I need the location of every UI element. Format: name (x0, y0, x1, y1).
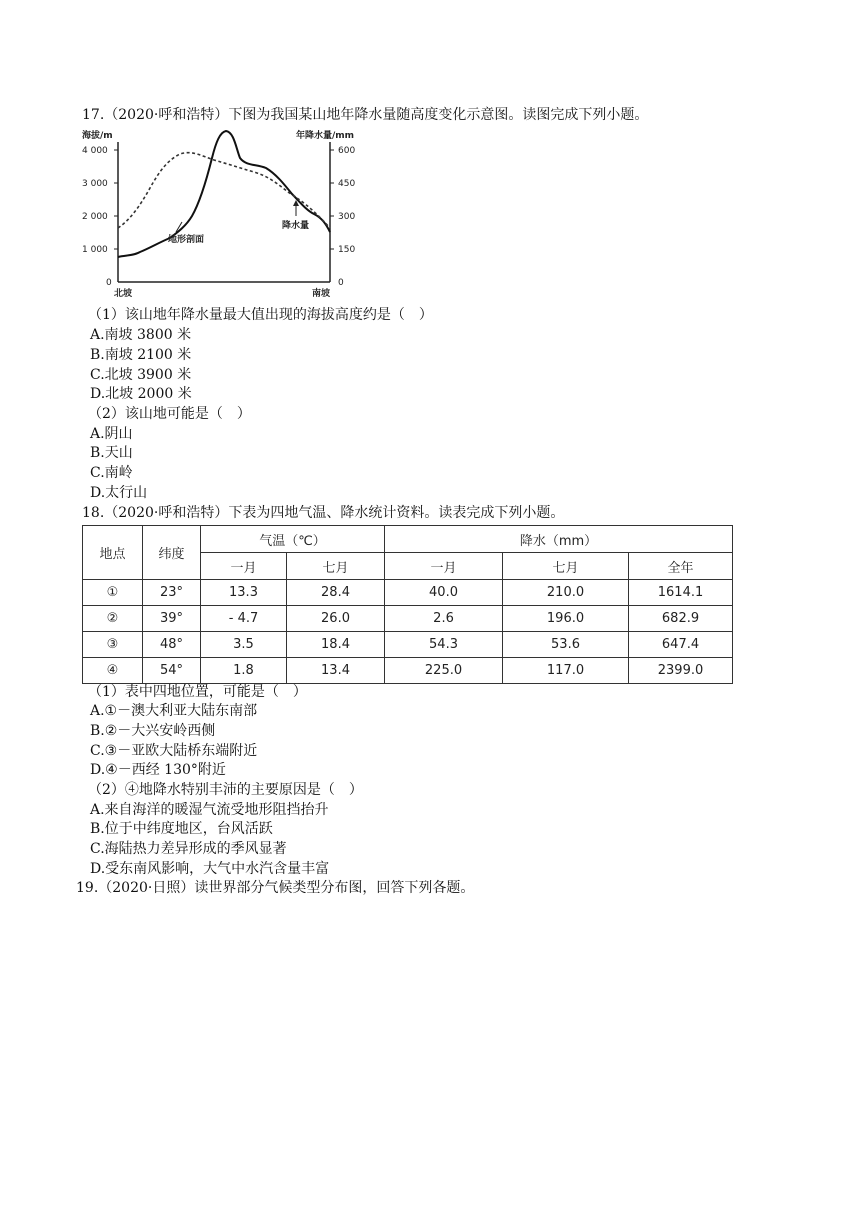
q17-sub2-option-b[interactable]: B.天山 (90, 445, 133, 461)
q18-sub2-option-c[interactable]: C.海陆热力差异形成的季风显著 (90, 841, 287, 857)
q18-sub2-option-b[interactable]: B.位于中纬度地区，台风活跃 (90, 821, 273, 837)
q18-sub2-option-d[interactable]: D.受东南风影响，大气中水汽含量丰富 (90, 861, 330, 877)
q18-sub1-stem: （1）表中四地位置，可能是（ ） (88, 684, 307, 700)
cell-temp-jul: 28.4 (287, 580, 385, 606)
q18-sub1-option-d[interactable]: D.④－西经 130°附近 (90, 762, 226, 778)
q18-sub2-stem: （2）④地降水特别丰沛的主要原因是（ ） (88, 782, 363, 798)
cell-precip-jan: 54.3 (385, 632, 503, 658)
q18-sub2-option-a[interactable]: A.来自海洋的暖湿气流受地形阻挡抬升 (90, 802, 329, 818)
climate-data-table (82, 525, 733, 684)
north-slope-label: 北坡 (114, 289, 133, 299)
right-tick: 600 (338, 146, 356, 156)
header-place: 地点 (83, 526, 143, 580)
header-latitude: 纬度 (143, 526, 201, 580)
right-axis-title: 年降水量/mm (296, 131, 355, 141)
cell-precip-year: 1614.1 (629, 580, 733, 606)
q17-sub1-stem: （1）该山地年降水量最大值出现的海拔高度约是（ ） (88, 307, 433, 323)
cell-latitude: 39° (143, 606, 201, 632)
left-axis-title: 海拔/m (82, 131, 113, 141)
right-tick: 300 (338, 212, 356, 222)
q17-sub1-option-a[interactable]: A.南坡 3800 米 (90, 327, 192, 343)
cell-latitude: 48° (143, 632, 201, 658)
header-temp-jul: 七月 (287, 553, 385, 580)
right-tick: 150 (338, 245, 356, 255)
cell-temp-jan: 1.8 (201, 658, 287, 684)
cell-place: ② (83, 606, 143, 632)
cell-place: ① (83, 580, 143, 606)
q17-sub1-option-b[interactable]: B.南坡 2100 米 (90, 347, 192, 363)
cell-precip-year: 2399.0 (629, 658, 733, 684)
cell-precip-jan: 225.0 (385, 658, 503, 684)
cell-temp-jul: 26.0 (287, 606, 385, 632)
q17-header: 17.（2020·呼和浩特）下图为我国某山地年降水量随高度变化示意图。读图完成下列小题。 (82, 107, 649, 123)
table-row (83, 606, 733, 632)
header-precip-year: 全年 (629, 553, 733, 580)
q17-sub1-option-d[interactable]: D.北坡 2000 米 (90, 386, 192, 402)
cell-precip-jul: 196.0 (503, 606, 629, 632)
terrain-profile-line (118, 131, 330, 257)
q18-sub1-option-c[interactable]: C.③－亚欧大陆桥东端附近 (90, 743, 258, 759)
cell-precip-jul: 53.6 (503, 632, 629, 658)
cell-place: ④ (83, 658, 143, 684)
precipitation-line (118, 153, 330, 228)
cell-temp-jan: 13.3 (201, 580, 287, 606)
left-tick: 4 000 (82, 146, 108, 156)
cell-precip-year: 647.4 (629, 632, 733, 658)
q18-sub1-option-a[interactable]: A.①－澳大利亚大陆东南部 (90, 703, 258, 719)
cell-temp-jul: 13.4 (287, 658, 385, 684)
cell-latitude: 54° (143, 658, 201, 684)
cell-latitude: 23° (143, 580, 201, 606)
table-row (83, 658, 733, 684)
header-temperature: 气温（℃） (201, 526, 385, 553)
cell-precip-jul: 210.0 (503, 580, 629, 606)
q17-sub1-option-c[interactable]: C.北坡 3900 米 (90, 367, 192, 383)
header-precipitation: 降水（mm） (385, 526, 733, 553)
q18-sub1-option-b[interactable]: B.②－大兴安岭西侧 (90, 723, 216, 739)
cell-temp-jan: - 4.7 (201, 606, 287, 632)
south-slope-label: 南坡 (312, 289, 331, 299)
header-temp-jan: 一月 (201, 553, 287, 580)
precip-label: 降水量 (282, 221, 310, 231)
left-tick: 2 000 (82, 212, 108, 222)
header-precip-jan: 一月 (385, 553, 503, 580)
left-tick: 0 (106, 278, 112, 288)
header-precip-jul: 七月 (503, 553, 629, 580)
q17-sub2-option-c[interactable]: C.南岭 (90, 465, 133, 481)
cell-precip-year: 682.9 (629, 606, 733, 632)
table-row (83, 580, 733, 606)
left-tick: 3 000 (82, 179, 108, 189)
cell-precip-jul: 117.0 (503, 658, 629, 684)
altitude-precipitation-figure (78, 124, 358, 302)
cell-precip-jan: 2.6 (385, 606, 503, 632)
cell-temp-jan: 3.5 (201, 632, 287, 658)
right-tick: 0 (338, 278, 344, 288)
cell-place: ③ (83, 632, 143, 658)
q17-sub2-stem: （2）该山地可能是（ ） (88, 406, 251, 422)
terrain-label: 地形剖面 (168, 235, 205, 245)
q17-sub2-option-d[interactable]: D.太行山 (90, 485, 148, 501)
table-row (83, 632, 733, 658)
q17-sub2-option-a[interactable]: A.阴山 (90, 426, 133, 442)
cell-temp-jul: 18.4 (287, 632, 385, 658)
cell-precip-jan: 40.0 (385, 580, 503, 606)
right-tick: 450 (338, 179, 356, 189)
q19-header: 19.（2020·日照）读世界部分气候类型分布图，回答下列各题。 (76, 880, 475, 896)
left-tick: 1 000 (82, 245, 108, 255)
q18-header: 18.（2020·呼和浩特）下表为四地气温、降水统计资料。读表完成下列小题。 (82, 505, 565, 521)
